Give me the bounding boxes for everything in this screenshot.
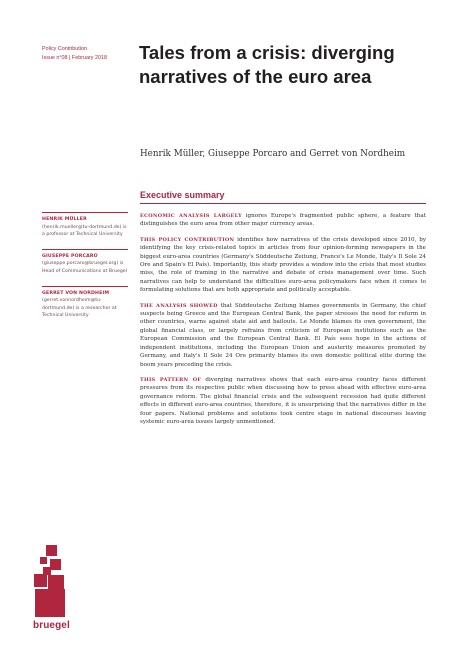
bruegel-logo-icon [30,545,74,625]
section-divider [140,203,426,204]
summary-paragraph [140,376,426,426]
summary-paragraph [140,212,426,229]
publication-series [42,45,124,63]
series-name: Policy Contribution [42,46,87,52]
summary-paragraph [140,302,426,369]
issue-info: Issue n°08 | February 2018 [42,55,107,61]
author-affiliation: (giuseppe.porcaro@bruegel.org) is Head of Communications at Bruegel [42,261,127,274]
author-name: GERRET VON NORDHEIM [42,290,110,296]
paragraph-text: that Süddeutsche Zeitung blames governments in Germany, the chief suspects being Greece and the European Central Bank, the paper stresses the need for reform in other countries, warns against state aid and bailouts. Le Monde blames its own government, the global financial class, or largely refrains from criticism of European institutions such as the European Commission and the European Central Bank. El País sees hope in the actions of independent institutions, including the European Union and austerity measures promoted by Germany, and Italy's Il Sole 24 Ore primarily blames its own domestic political elite during the boom years preceding the crisis. [140,302,426,368]
author-name: GIUSEPPE PORCARO [42,253,98,259]
section-heading: Executive summary [140,190,225,200]
bruegel-wordmark: bruegel [33,620,70,631]
author-sidebar [42,212,128,330]
author-affiliation: (gerret.vonnordheim@tu-dortmund.de) is a researcher at Technical University [42,298,117,319]
paragraph-lead: THIS POLICY CONTRIBUTION [140,236,235,243]
paragraph-text: ignores Europe's fragmented public sphere, a feature that distinguishes the euro area from other major currency areas. [140,213,426,228]
summary-body [140,212,426,433]
author-affiliation: (henrik.mueller@tu-dortmund.de) is a professor at Technical University [42,224,127,238]
author-bio [42,249,128,276]
paragraph-text: diverging narratives shows that each euro-area country faces different pressures from its respective public when discussing how to press ahead with effective euro-area governance reform. The global financial crisis and the subsequent recession had quite different effects in different euro-area countries, therefore, it is unsurprising that the narratives differ in the four papers. National problems and solutions took centre stage in national discourses leaving systemic euro-area issues largely unmentioned. [140,376,426,425]
paragraph-lead: THE ANALYSIS SHOWED [140,302,218,309]
summary-paragraph [140,236,426,295]
paragraph-lead: ECONOMIC ANALYSIS LARGELY [140,213,242,219]
paragraph-lead: THIS PATTERN OF [140,376,202,383]
author-bio [42,286,128,320]
authors: Henrik Müller, Giuseppe Porcaro and Gerret von Nordheim [140,149,406,159]
author-bio [42,212,128,239]
author-name: HENRIK MÜLLER [42,217,87,222]
paragraph-text: identifies how narratives of the crisis developed since 2010, by identifying the key crisis-related topics in articles from four opinion-forming newspapers in the biggest euro-area countries (Germany's Süddeutsche Zeitung, France's Le Monde, Italy's Il Sole 24 Ore and Spain's El País). Importantly, this study provides a window into the crisis that most studies miss, the role of framing in the narrative and debate of crisis management over time. Such narratives can help to understand the difficulties euro-area policymakers face when it comes to formulating solutions that are both appropriate and politically acceptable. [140,236,426,294]
page-title: Tales from a crisis: diverging narratives of the euro area [139,42,395,87]
